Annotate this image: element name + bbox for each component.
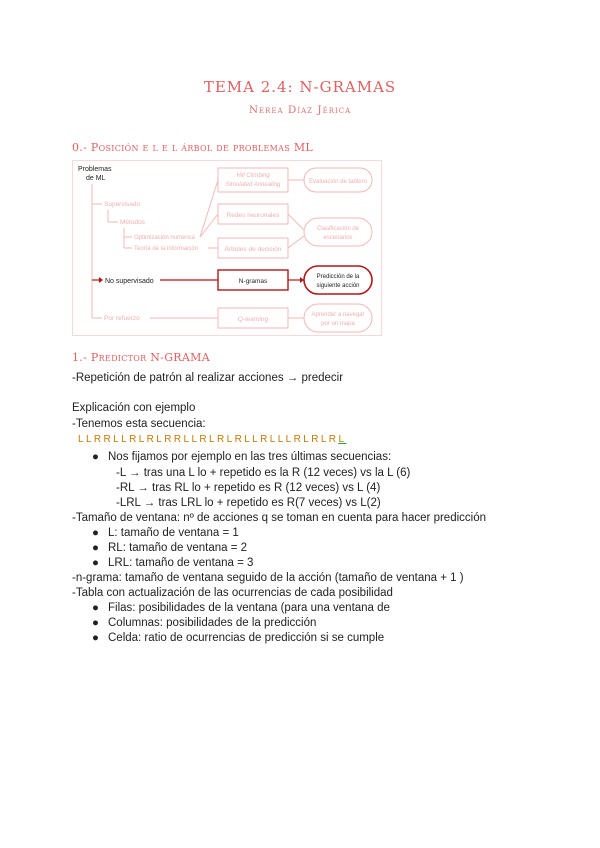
node-teoria: Teoría de la información: [134, 246, 199, 252]
ngrama-line: -n-grama: tamaño de ventana seguido de la acción (tamaño de ventana + 1 ): [72, 572, 464, 584]
svg-text:N-gramas: N-gramas: [238, 278, 268, 285]
sub-item-1: -L → tras una L lo + repetido es la R (12 veces) vs la L (6): [116, 467, 411, 479]
svg-text:Evaluación de tablero: Evaluación de tablero: [309, 179, 367, 185]
svg-text:siguiente acción: siguiente acción: [316, 283, 360, 289]
node-metodos: Métodos: [120, 219, 145, 226]
node-supervisado: Supervisado: [104, 201, 141, 208]
sequence-main: LLRRLLRLRLRRLLRLRLRLLRLLLRLRLR: [78, 434, 339, 445]
svg-text:por un mapa: por un mapa: [321, 321, 355, 327]
tabla-line: -Tabla con actualización de las ocurrencias de cada posibilidad: [72, 587, 393, 599]
svg-text:Simulated Annealing: Simulated Annealing: [225, 182, 281, 188]
bullet-dot: ●: [92, 527, 99, 539]
svg-text:Clasificación de: Clasificación de: [316, 226, 360, 232]
svg-text:Redes neuronales: Redes neuronales: [226, 212, 280, 219]
node-optimizacion: Optimización numérica: [134, 235, 196, 241]
tree-root-label-1: Problemas: [78, 166, 112, 173]
tamano-item-2: RL: tamaño de ventana = 2: [108, 542, 248, 554]
action-sequence: [78, 434, 346, 445]
tabla-item-2: Columnas: posibilidades de la predicción: [108, 617, 317, 629]
tamano-line: -Tamaño de ventana: nº de acciones q se toman en cuenta para hacer predicción: [72, 512, 486, 524]
oval-clasificacion: [304, 218, 372, 246]
sub-item-3: -LRL → tras LRL lo + repetido es R(7 veces) vs L(2): [116, 497, 381, 509]
bullet-dot: ●: [92, 617, 99, 629]
tenemos-line: -Tenemos esta secuencia:: [72, 418, 206, 430]
node-no-supervisado: No supervisado: [105, 278, 154, 285]
author-name: Nerea Díaz Jérica: [248, 104, 352, 116]
bullet-dot: ●: [92, 542, 99, 554]
page-title: TEMA 2.4: N-GRAMAS: [203, 78, 397, 96]
sub-item-2: -RL → tras RL lo + repetido es R (12 veces) vs L (4): [116, 482, 381, 494]
explicacion-line: Explicación con ejemplo: [72, 402, 196, 414]
node-por-refuerzo: Por refuerzo: [104, 315, 140, 322]
svg-text:Hill Climbing: Hill Climbing: [236, 173, 270, 179]
sequence-last: L: [338, 434, 347, 445]
tabla-item-3: Celda: ratio de ocurrencias de predicción si se cumple: [108, 632, 385, 644]
svg-text:escenarios: escenarios: [323, 235, 353, 241]
fijamos-item: Nos fijamos por ejemplo en las tres últimas secuencias:: [108, 451, 392, 463]
oval-prediccion: [304, 266, 372, 294]
svg-text:Q-learning: Q-learning: [237, 316, 269, 323]
svg-text:Predicción de la: Predicción de la: [316, 274, 360, 280]
oval-aprender: [304, 304, 372, 332]
bullet-dot: ●: [92, 557, 99, 569]
svg-text:Aprender a navegar: Aprender a navegar: [311, 312, 365, 318]
section-1-heading: 1.- Predictor N-GRAMA: [72, 351, 210, 364]
box-hill-climbing: [218, 168, 288, 192]
tabla-item-1: Filas: posibilidades de la ventana (para una ventana de: [108, 602, 390, 614]
ml-problem-tree-diagram: [72, 160, 382, 336]
intro-line: -Repetición de patrón al realizar acciones → predecir: [72, 372, 344, 384]
tamano-item-3: LRL: tamaño de ventana = 3: [108, 557, 254, 569]
tree-root-label-2: de ML: [86, 175, 106, 182]
tamano-item-1: L: tamaño de ventana = 1: [108, 527, 239, 539]
svg-text:Árboles de decisión: Árboles de decisión: [224, 246, 282, 253]
section-0-heading: 0.- Posición e l e l árbol de problemas ML: [72, 141, 313, 154]
bullet-dot: ●: [92, 602, 99, 614]
bullet-dot: ●: [92, 451, 99, 463]
bullet-dot: ●: [92, 632, 99, 644]
